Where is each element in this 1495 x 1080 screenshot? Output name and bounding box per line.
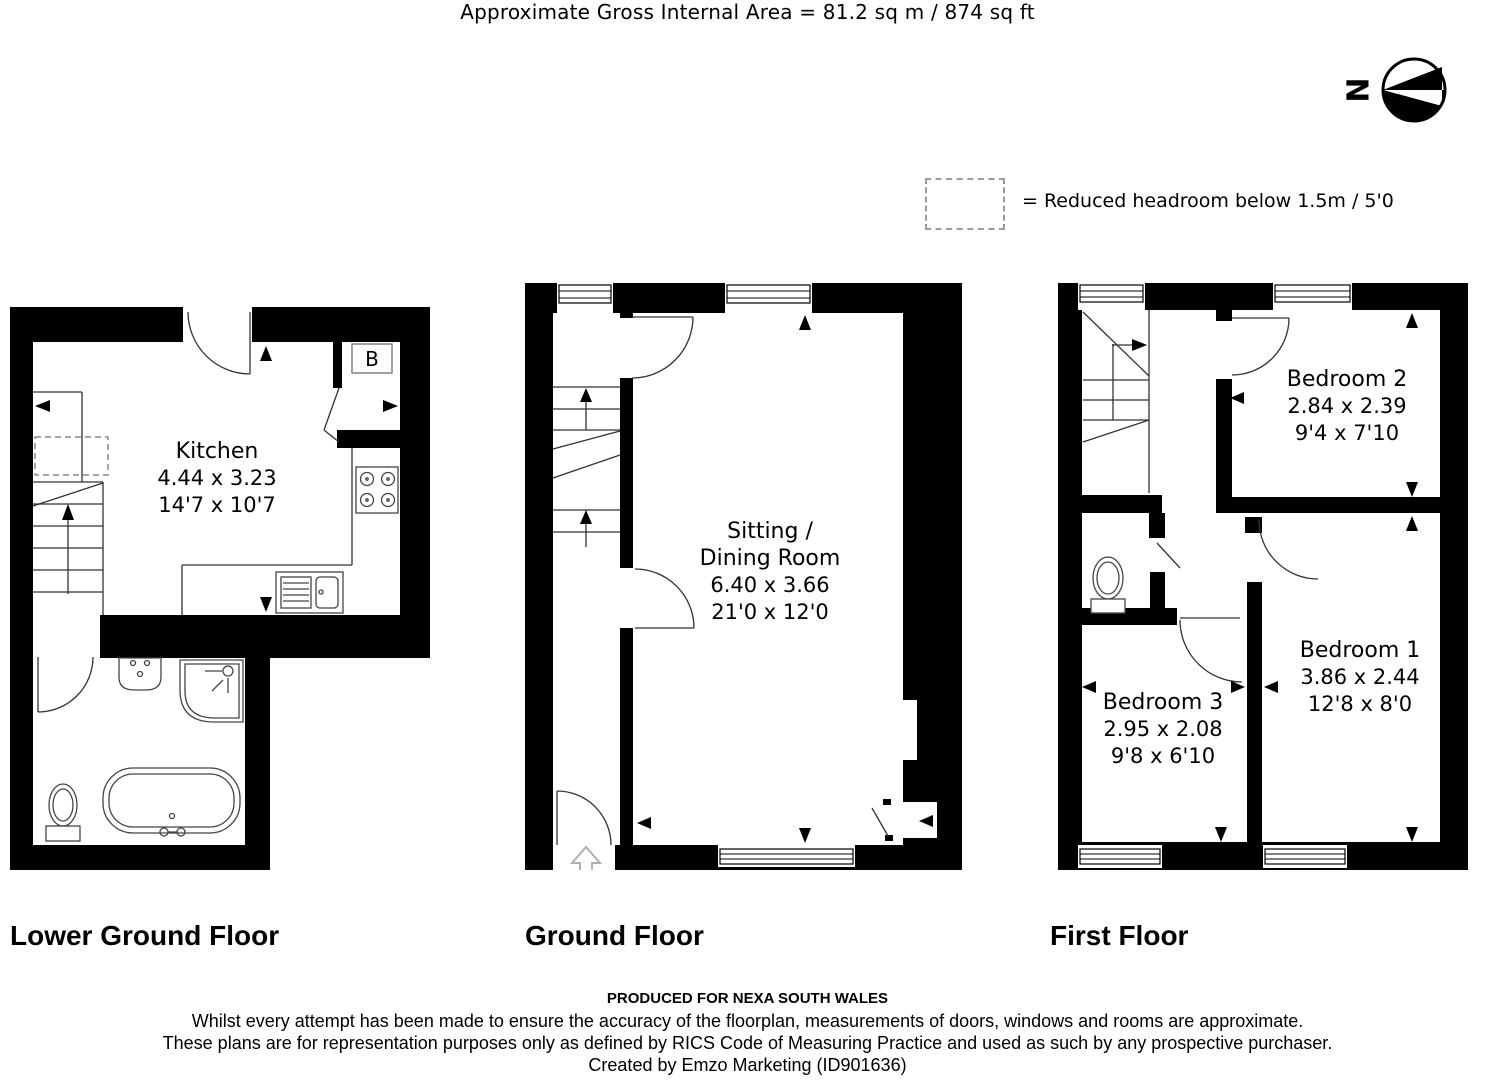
basin-icon [119, 658, 161, 690]
bedroom2-label: Bedroom 2 2.84 x 2.39 9'4 x 7'10 [1286, 367, 1408, 445]
bathtub-icon [103, 768, 240, 836]
created-by-line: Created by Emzo Marketing (ID901636) [588, 1055, 907, 1075]
lower-ground-floor-title: Lower Ground Floor [10, 920, 280, 951]
stair-direction-arrow [1132, 339, 1147, 351]
kitchen-label: Kitchen 4.44 x 3.23 14'7 x 10'7 [157, 439, 277, 517]
stairs-down [33, 392, 103, 615]
stair-direction-arrow [62, 504, 74, 520]
produced-for-line: PRODUCED FOR NEXA SOUTH WALES [606, 990, 889, 1007]
rear-door [872, 808, 888, 836]
hob-icon [356, 467, 398, 513]
disclaimer [0, 988, 1495, 1076]
sitting-dining-label: Sitting / Dining Room 6.40 x 3.66 21'0 x 12'0 [699, 519, 841, 624]
boiler-label: B [365, 347, 379, 371]
disclaimer-line-2: These plans are for representation purposes only as defined by RICS Code of Measuring Practice and used as such by any prospective purchaser. [162, 1033, 1333, 1053]
shower-icon [180, 660, 243, 722]
first-floor-plan [1055, 283, 1470, 870]
wc-door [1157, 543, 1180, 568]
bedroom1-label: Bedroom 1 3.86 x 2.44 12'8 x 8'0 [1299, 638, 1421, 716]
reduced-headroom-legend-swatch [925, 178, 1005, 230]
bedroom1-door [1259, 520, 1318, 579]
disclaimer-line-1: Whilst every attempt has been made to ensure the accuracy of the floorplan, measurements of doors, windows and rooms are approximate. [191, 1011, 1304, 1031]
ground-floor-title: Ground Floor [525, 920, 704, 951]
reduced-headroom-zone [35, 437, 108, 475]
bedroom3-label: Bedroom 3 2.95 x 2.08 9'8 x 6'10 [1102, 690, 1224, 768]
first-floor-title: First Floor [1050, 920, 1189, 951]
north-compass-icon [1335, 45, 1460, 137]
toilet-icon [46, 784, 80, 841]
stairs-up [1083, 310, 1149, 493]
lower-ground-floor-plan [10, 305, 430, 870]
wall-recess [903, 700, 917, 760]
reduced-headroom-legend-text: = Reduced headroom below 1.5m / 5'0 [1022, 190, 1394, 212]
sink-icon [276, 572, 343, 613]
boiler-cupboard-door [324, 388, 339, 442]
page-title: Approximate Gross Internal Area = 81.2 sq m / 874 sq ft [460, 0, 1035, 24]
toilet-icon [1091, 557, 1125, 613]
north-label: N [1341, 77, 1377, 103]
